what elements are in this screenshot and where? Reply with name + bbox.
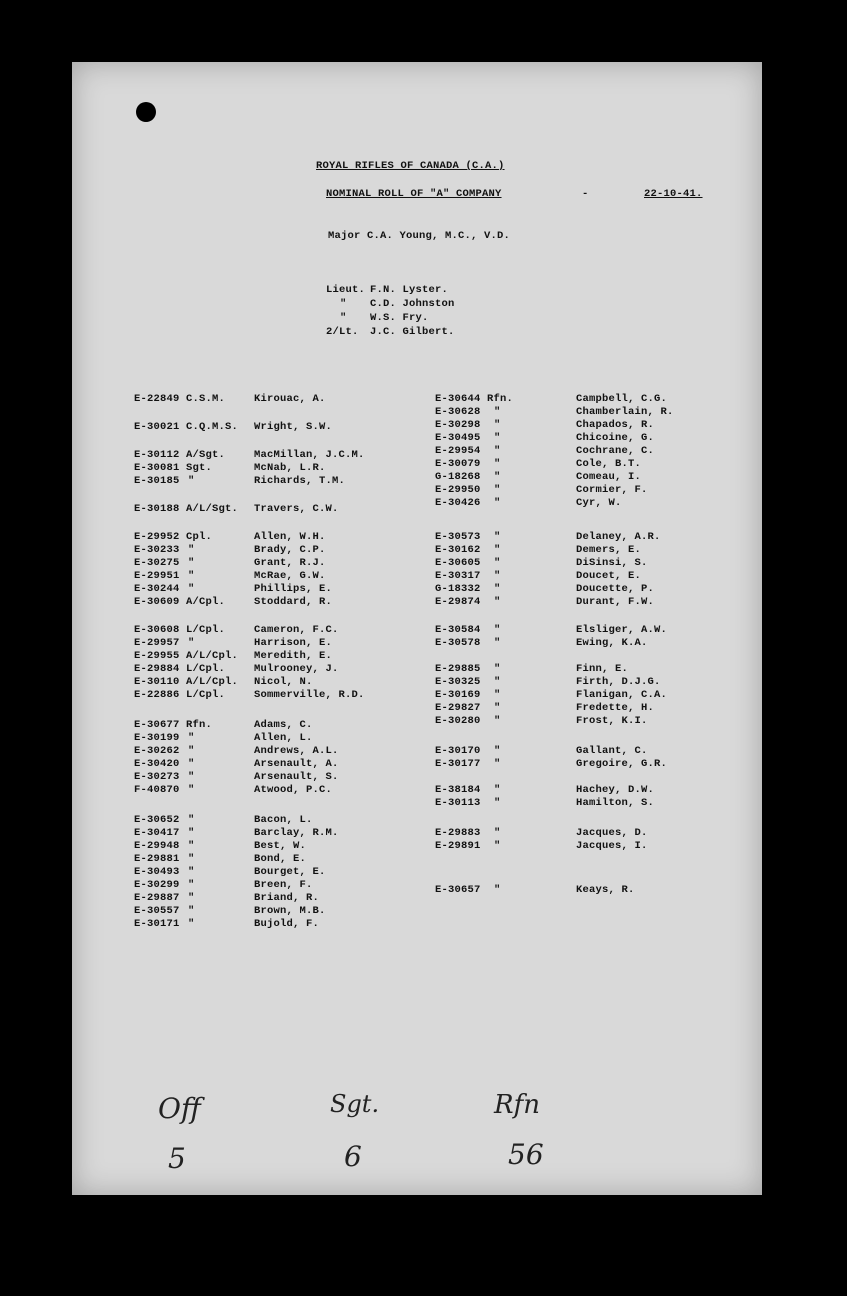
service-number: E-22849 — [134, 393, 180, 405]
soldier-name: Wright, S.W. — [254, 421, 333, 433]
service-number: E-30110 — [134, 676, 180, 688]
service-number: E-30280 — [435, 715, 481, 727]
service-number: E-30170 — [435, 745, 481, 757]
soldier-name: Doucet, E. — [576, 570, 642, 582]
service-number: E-30113 — [435, 797, 481, 809]
service-number: E-29885 — [435, 663, 481, 675]
rank: L/Cpl. — [186, 663, 226, 675]
service-number: E-30021 — [134, 421, 180, 433]
soldier-name: Sommerville, R.D. — [254, 689, 365, 701]
service-number: E-30273 — [134, 771, 180, 783]
service-number: E-30169 — [435, 689, 481, 701]
service-number: E-30317 — [435, 570, 481, 582]
rank: " — [188, 879, 195, 891]
roll-title: NOMINAL ROLL OF "A" COMPANY — [326, 188, 502, 200]
handwritten-rfn-count: 56 — [508, 1138, 544, 1171]
soldier-name: Gallant, C. — [576, 745, 648, 757]
service-number: E-29881 — [134, 853, 180, 865]
service-number: E-29952 — [134, 531, 180, 543]
rank: " — [188, 583, 195, 595]
soldier-name: McRae, G.W. — [254, 570, 326, 582]
officer-rank: 2/Lt. — [326, 326, 359, 338]
rank: " — [494, 419, 501, 431]
rank: " — [494, 497, 501, 509]
service-number: E-30081 — [134, 462, 180, 474]
service-number: E-30177 — [435, 758, 481, 770]
service-number: E-29955 — [134, 650, 180, 662]
service-number: E-30652 — [134, 814, 180, 826]
rank: A/L/Cpl. — [186, 676, 239, 688]
officer-name: F.N. Lyster. — [370, 284, 449, 296]
soldier-name: Fredette, H. — [576, 702, 655, 714]
rank: " — [494, 827, 501, 839]
rank: " — [494, 715, 501, 727]
officer-name: C.D. Johnston — [370, 298, 455, 310]
rank: L/Cpl. — [186, 689, 226, 701]
soldier-name: Jacques, D. — [576, 827, 648, 839]
service-number: E-30573 — [435, 531, 481, 543]
commander: Major C.A. Young, M.C., V.D. — [328, 230, 511, 242]
soldier-name: MacMillan, J.C.M. — [254, 449, 365, 461]
service-number: E-30171 — [134, 918, 180, 930]
service-number: E-30426 — [435, 497, 481, 509]
rank: " — [188, 732, 195, 744]
service-number: E-30417 — [134, 827, 180, 839]
rank: " — [188, 905, 195, 917]
roll-date: 22-10-41. — [644, 188, 703, 200]
rank: " — [494, 570, 501, 582]
soldier-name: Kirouac, A. — [254, 393, 326, 405]
service-number: E-30233 — [134, 544, 180, 556]
rank: " — [188, 570, 195, 582]
rank: " — [188, 866, 195, 878]
rank: " — [494, 624, 501, 636]
rank: " — [188, 637, 195, 649]
rank: " — [494, 406, 501, 418]
rank: " — [494, 840, 501, 852]
service-number: E-30420 — [134, 758, 180, 770]
service-number: E-30644 — [435, 393, 481, 405]
rank: " — [494, 458, 501, 470]
service-number: E-29951 — [134, 570, 180, 582]
service-number: E-29950 — [435, 484, 481, 496]
rank: Rfn. — [186, 719, 213, 731]
rank: Sgt. — [186, 462, 213, 474]
soldier-name: Cyr, W. — [576, 497, 622, 509]
service-number: E-30608 — [134, 624, 180, 636]
service-number: E-30677 — [134, 719, 180, 731]
rank: " — [494, 797, 501, 809]
soldier-name: Finn, E. — [576, 663, 629, 675]
service-number: E-30185 — [134, 475, 180, 487]
rank: " — [494, 676, 501, 688]
soldier-name: Elsliger, A.W. — [576, 624, 668, 636]
soldier-name: Cormier, F. — [576, 484, 648, 496]
soldier-name: Arsenault, A. — [254, 758, 339, 770]
service-number: E-30299 — [134, 879, 180, 891]
soldier-name: Stoddard, R. — [254, 596, 333, 608]
soldier-name: Flanigan, C.A. — [576, 689, 668, 701]
soldier-name: Cole, B.T. — [576, 458, 642, 470]
service-number: E-30244 — [134, 583, 180, 595]
officer-name: W.S. Fry. — [370, 312, 429, 324]
handwritten-sgt-count: 6 — [344, 1140, 362, 1173]
handwritten-sgt-label: Sgt. — [330, 1090, 380, 1118]
rank: C.Q.M.S. — [186, 421, 239, 433]
soldier-name: Cameron, F.C. — [254, 624, 339, 636]
service-number: E-30298 — [435, 419, 481, 431]
service-number: E-30262 — [134, 745, 180, 757]
rank: " — [494, 583, 501, 595]
service-number: E-30188 — [134, 503, 180, 515]
service-number: G-18332 — [435, 583, 481, 595]
rank: " — [494, 531, 501, 543]
soldier-name: Briand, R. — [254, 892, 320, 904]
soldier-name: Bacon, L. — [254, 814, 313, 826]
soldier-name: Barclay, R.M. — [254, 827, 339, 839]
soldier-name: Best, W. — [254, 840, 307, 852]
soldier-name: Demers, E. — [576, 544, 642, 556]
rank: A/Cpl. — [186, 596, 226, 608]
rank: " — [494, 637, 501, 649]
soldier-name: Breen, F. — [254, 879, 313, 891]
soldier-name: Doucette, P. — [576, 583, 655, 595]
rank: " — [188, 827, 195, 839]
rank: " — [188, 544, 195, 556]
officer-rank: " — [340, 298, 347, 310]
soldier-name: Brady, C.P. — [254, 544, 326, 556]
service-number: E-30557 — [134, 905, 180, 917]
rank: " — [494, 784, 501, 796]
service-number: E-30493 — [134, 866, 180, 878]
rank: Rfn. — [487, 393, 514, 405]
handwritten-off-count: 5 — [168, 1142, 186, 1175]
service-number: E-30079 — [435, 458, 481, 470]
soldier-name: Keays, R. — [576, 884, 635, 896]
officer-name: J.C. Gilbert. — [370, 326, 455, 338]
service-number: E-38184 — [435, 784, 481, 796]
rank: " — [494, 544, 501, 556]
rank: " — [188, 745, 195, 757]
service-number: E-29887 — [134, 892, 180, 904]
soldier-name: DiSinsi, S. — [576, 557, 648, 569]
soldier-name: Meredith, E. — [254, 650, 333, 662]
soldier-name: Comeau, I. — [576, 471, 642, 483]
soldier-name: Phillips, E. — [254, 583, 333, 595]
service-number: F-40870 — [134, 784, 180, 796]
service-number: E-30605 — [435, 557, 481, 569]
rank: L/Cpl. — [186, 624, 226, 636]
soldier-name: Travers, C.W. — [254, 503, 339, 515]
service-number: E-30628 — [435, 406, 481, 418]
rank: " — [494, 745, 501, 757]
soldier-name: Bond, E. — [254, 853, 307, 865]
soldier-name: Bourget, E. — [254, 866, 326, 878]
rank: " — [494, 702, 501, 714]
rank: " — [188, 771, 195, 783]
rank: " — [188, 918, 195, 930]
rank: " — [494, 689, 501, 701]
soldier-name: Chamberlain, R. — [576, 406, 674, 418]
service-number: E-29883 — [435, 827, 481, 839]
soldier-name: Ewing, K.A. — [576, 637, 648, 649]
soldier-name: Allen, L. — [254, 732, 313, 744]
officer-rank: " — [340, 312, 347, 324]
soldier-name: Atwood, P.C. — [254, 784, 333, 796]
service-number: E-30657 — [435, 884, 481, 896]
service-number: E-30609 — [134, 596, 180, 608]
soldier-name: Chicoine, G. — [576, 432, 655, 444]
soldier-name: Cochrane, C. — [576, 445, 655, 457]
soldier-name: Richards, T.M. — [254, 475, 346, 487]
soldier-name: Firth, D.J.G. — [576, 676, 661, 688]
rank: " — [494, 484, 501, 496]
rank: " — [188, 840, 195, 852]
soldier-name: Jacques, I. — [576, 840, 648, 852]
service-number: E-30578 — [435, 637, 481, 649]
soldier-name: Campbell, C.G. — [576, 393, 668, 405]
rank: A/Sgt. — [186, 449, 226, 461]
service-number: E-29884 — [134, 663, 180, 675]
header-dash: - — [582, 188, 589, 200]
service-number: E-30162 — [435, 544, 481, 556]
soldier-name: Gregoire, G.R. — [576, 758, 668, 770]
service-number: E-30325 — [435, 676, 481, 688]
service-number: E-22886 — [134, 689, 180, 701]
soldier-name: Adams, C. — [254, 719, 313, 731]
service-number: E-30199 — [134, 732, 180, 744]
handwritten-off-label: Off — [158, 1092, 201, 1125]
soldier-name: Hachey, D.W. — [576, 784, 655, 796]
soldier-name: Hamilton, S. — [576, 797, 655, 809]
service-number: E-30495 — [435, 432, 481, 444]
soldier-name: Bujold, F. — [254, 918, 320, 930]
rank: " — [494, 758, 501, 770]
rank: " — [494, 432, 501, 444]
rank: C.S.M. — [186, 393, 226, 405]
service-number: G-18268 — [435, 471, 481, 483]
rank: " — [188, 557, 195, 569]
soldier-name: Durant, F.W. — [576, 596, 655, 608]
rank: " — [494, 471, 501, 483]
soldier-name: Arsenault, S. — [254, 771, 339, 783]
soldier-name: Frost, K.I. — [576, 715, 648, 727]
rank: " — [188, 853, 195, 865]
soldier-name: Grant, R.J. — [254, 557, 326, 569]
rank: " — [188, 475, 195, 487]
service-number: E-30275 — [134, 557, 180, 569]
rank: " — [494, 884, 501, 896]
service-number: E-29874 — [435, 596, 481, 608]
soldier-name: Brown, M.B. — [254, 905, 326, 917]
service-number: E-29954 — [435, 445, 481, 457]
handwritten-rfn-label: Rfn — [494, 1090, 540, 1120]
service-number: E-29891 — [435, 840, 481, 852]
rank: " — [188, 814, 195, 826]
service-number: E-29948 — [134, 840, 180, 852]
officer-rank: Lieut. — [326, 284, 366, 296]
soldier-name: Delaney, A.R. — [576, 531, 661, 543]
unit-title: ROYAL RIFLES OF CANADA (C.A.) — [316, 160, 505, 172]
rank: " — [188, 892, 195, 904]
rank: " — [188, 784, 195, 796]
rank: Cpl. — [186, 531, 213, 543]
rank: A/L/Cpl. — [186, 650, 239, 662]
rank: A/L/Sgt. — [186, 503, 239, 515]
soldier-name: Andrews, A.L. — [254, 745, 339, 757]
rank: " — [494, 445, 501, 457]
service-number: E-29827 — [435, 702, 481, 714]
rank: " — [188, 758, 195, 770]
service-number: E-29957 — [134, 637, 180, 649]
rank: " — [494, 663, 501, 675]
service-number: E-30112 — [134, 449, 180, 461]
service-number: E-30584 — [435, 624, 481, 636]
soldier-name: Harrison, E. — [254, 637, 333, 649]
rank: " — [494, 557, 501, 569]
soldier-name: Chapados, R. — [576, 419, 655, 431]
soldier-name: Allen, W.H. — [254, 531, 326, 543]
soldier-name: McNab, L.R. — [254, 462, 326, 474]
soldier-name: Mulrooney, J. — [254, 663, 339, 675]
soldier-name: Nicol, N. — [254, 676, 313, 688]
rank: " — [494, 596, 501, 608]
